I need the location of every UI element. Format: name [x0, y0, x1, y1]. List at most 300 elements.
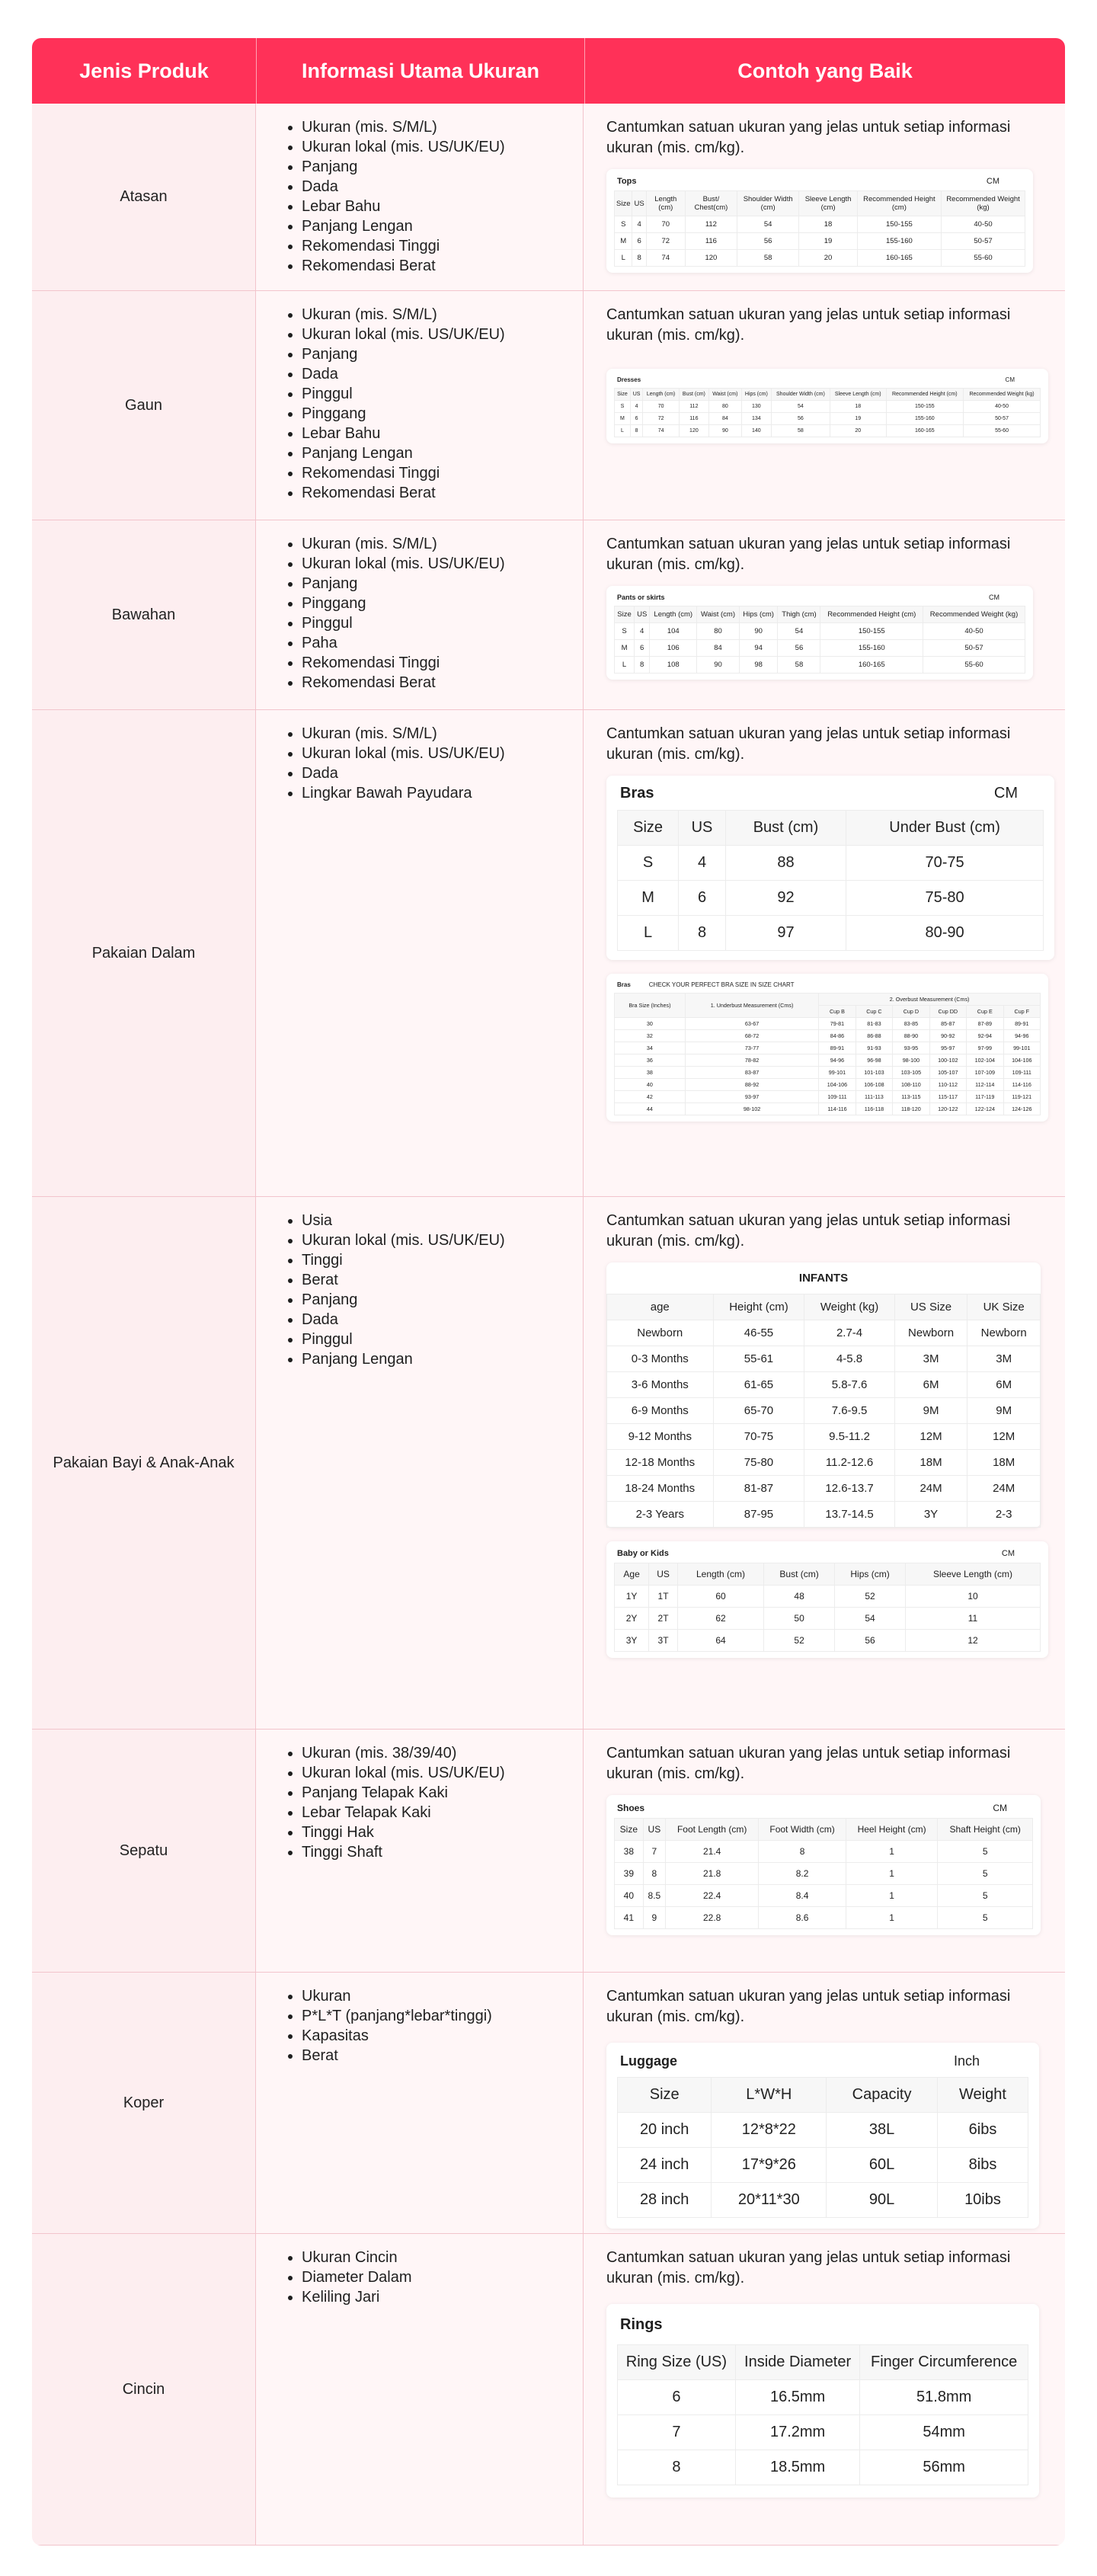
table-cell: 3-6 Months [607, 1372, 714, 1398]
info-item: • Ukuran lokal (mis. US/UK/EU) [302, 1763, 568, 1783]
column-header: Hips (cm) [835, 1563, 906, 1586]
info-item: • P*L*T (panjang*lebar*tinggi) [302, 2006, 568, 2026]
table-cell: 21.4 [666, 1841, 759, 1863]
table-cell: 106-108 [856, 1079, 892, 1091]
table-cell: 90 [708, 425, 741, 437]
table-cell: 110-112 [929, 1079, 966, 1091]
info-item: • Rekomendasi Tinggi [302, 463, 568, 483]
table-cell: 51.8mm [860, 2380, 1028, 2415]
table-cell: 24 inch [618, 2148, 712, 2183]
column-header: Height (cm) [713, 1294, 804, 1320]
table-cell: 160-165 [820, 657, 923, 674]
column-header: Size [615, 606, 635, 623]
table-cell: 12.6-13.7 [804, 1476, 894, 1502]
info-item: • Panjang Lengan [302, 216, 568, 236]
table-cell: 50-57 [964, 413, 1041, 425]
column-header: Sleeve Length (cm) [830, 389, 886, 401]
table-cell: 72 [643, 413, 679, 425]
table-cell: 24M [894, 1476, 967, 1502]
table-cell: 61-65 [713, 1372, 804, 1398]
table-cell: 3M [894, 1346, 967, 1372]
info-item: • Rekomendasi Berat [302, 483, 568, 503]
info-item: • Dada [302, 763, 568, 783]
table-cell: 3T [649, 1630, 678, 1652]
table-cell: 107-109 [967, 1067, 1003, 1079]
table-cell: 6M [967, 1372, 1041, 1398]
info-item: • Rekomendasi Berat [302, 673, 568, 693]
table-row [607, 1398, 1041, 1424]
info-item: • Ukuran Cincin [302, 2248, 568, 2267]
info-item: • Panjang Telapak Kaki [302, 1783, 568, 1803]
table-cell: 6 [679, 881, 726, 916]
column-header: Hips (cm) [739, 606, 778, 623]
table-cell: 74 [643, 425, 679, 437]
cup-header: Cup F [1003, 1006, 1040, 1018]
product-name: Pakaian Bayi & Anak-Anak [32, 1197, 256, 1729]
table-cell: 116 [685, 233, 737, 250]
example-unit: CM [989, 594, 999, 601]
table-cell: 83-87 [685, 1067, 818, 1079]
kids-table [614, 1563, 1041, 1652]
example-title: Bras [620, 785, 654, 802]
table-cell: 48 [764, 1586, 835, 1608]
table-row [607, 1320, 1041, 1346]
table-cell: 79-81 [819, 1018, 856, 1030]
column-header: Ring Size (US) [618, 2345, 736, 2380]
table-cell: 4 [679, 846, 726, 881]
table-cell: 17*9*26 [712, 2148, 827, 2183]
table-row [615, 657, 1025, 674]
info-item: • Panjang [302, 574, 568, 594]
table-cell: 98 [739, 657, 778, 674]
table-cell: 42 [615, 1091, 686, 1103]
column-header: Sleeve Length (cm) [799, 191, 857, 216]
size-table [617, 2077, 1028, 2218]
table-cell: L [618, 916, 679, 951]
table-header-row [618, 811, 1044, 846]
table-cell: 46-55 [713, 1320, 804, 1346]
example-card [606, 169, 1033, 273]
bra-size-chart-card [606, 974, 1048, 1122]
table-cell: 120 [685, 250, 737, 267]
example-unit: CM [1005, 376, 1015, 383]
column-header: Shoulder Width (cm) [737, 191, 799, 216]
table-cell: 54 [835, 1608, 906, 1630]
table-cell: 5 [938, 1907, 1033, 1929]
table-cell: 98-102 [685, 1103, 818, 1115]
cup-header: Cup E [967, 1006, 1003, 1018]
table-row-atasan [32, 104, 1065, 291]
table-cell: 88 [725, 846, 846, 881]
table-cell: L [615, 425, 631, 437]
column-header: US Size [894, 1294, 967, 1320]
table-cell: 115-117 [929, 1091, 966, 1103]
table-header-row [615, 606, 1025, 623]
table-cell: 4 [635, 623, 650, 640]
info-list [271, 2248, 568, 2307]
table-header-row [615, 191, 1025, 216]
table-cell: 120 [679, 425, 708, 437]
info-item: • Ukuran [302, 1986, 568, 2006]
product-name: Sepatu [32, 1730, 256, 1972]
table-cell: 160-165 [886, 425, 963, 437]
table-cell: 94-96 [1003, 1030, 1040, 1042]
table-header-row [607, 1294, 1041, 1320]
table-row-sepatu [32, 1730, 1065, 1973]
table-cell: 60L [827, 2148, 938, 2183]
column-header: Weight [937, 2078, 1028, 2113]
info-item: • Rekomendasi Tinggi [302, 653, 568, 673]
info-item: • Rekomendasi Berat [302, 256, 568, 276]
table-cell: Newborn [894, 1320, 967, 1346]
info-item: • Panjang [302, 344, 568, 364]
size-guide-table [32, 38, 1065, 2546]
table-cell: 83-85 [893, 1018, 929, 1030]
column-header: US [649, 1563, 678, 1586]
info-list [271, 534, 568, 693]
table-cell: 63-67 [685, 1018, 818, 1030]
table-cell: 9M [894, 1398, 967, 1424]
info-item: • Kapasitas [302, 2026, 568, 2046]
column-header: Weight (kg) [804, 1294, 894, 1320]
table-cell: 8 [759, 1841, 846, 1863]
table-cell: 92 [725, 881, 846, 916]
infants-table [606, 1294, 1041, 1528]
table-cell: 81-83 [856, 1018, 892, 1030]
table-cell: 3Y [615, 1630, 649, 1652]
table-cell: 10ibs [937, 2183, 1028, 2218]
table-row [618, 2183, 1028, 2218]
table-cell: 93-97 [685, 1091, 818, 1103]
info-item: • Rekomendasi Tinggi [302, 236, 568, 256]
table-cell: 55-60 [923, 657, 1025, 674]
table-cell: 6 [635, 640, 650, 657]
table-cell: 97-99 [967, 1042, 1003, 1054]
table-cell: 9-12 Months [607, 1424, 714, 1450]
table-cell: 155-160 [857, 233, 941, 250]
table-cell: 54 [778, 623, 820, 640]
column-header: US [635, 606, 650, 623]
table-cell: 6ibs [937, 2113, 1028, 2148]
size-table [614, 388, 1041, 437]
table-row [615, 1885, 1033, 1907]
table-cell: 75-80 [846, 881, 1044, 916]
table-cell: 52 [764, 1630, 835, 1652]
table-cell: 40-50 [942, 216, 1025, 233]
table-cell: 84 [697, 640, 740, 657]
bra-chart-title: Bras [617, 981, 631, 988]
cup-header: Cup D [893, 1006, 929, 1018]
table-cell: 130 [741, 401, 771, 413]
info-item: • Berat [302, 2046, 568, 2066]
table-header-row [618, 2345, 1028, 2380]
table-row-pakaian-dalam [32, 710, 1065, 1197]
table-cell: 22.4 [666, 1885, 759, 1907]
column-header: Waist (cm) [697, 606, 740, 623]
info-item: • Diameter Dalam [302, 2267, 568, 2287]
table-cell: 78-82 [685, 1054, 818, 1067]
table-cell: Newborn [967, 1320, 1041, 1346]
table-cell: 40-50 [964, 401, 1041, 413]
table-cell: 105-107 [929, 1067, 966, 1079]
col-overbust: 2. Overbust Measurement (Cms) [819, 994, 1041, 1006]
table-cell: 2-3 [967, 1502, 1041, 1528]
table-cell: M [615, 233, 632, 250]
table-cell: 12 [906, 1630, 1041, 1652]
table-cell: 8 [643, 1863, 665, 1885]
table-cell: 88-90 [893, 1030, 929, 1042]
table-cell: 58 [737, 250, 799, 267]
table-cell: 70-75 [713, 1424, 804, 1450]
table-row [615, 1091, 1041, 1103]
column-header: Recommended Weight (kg) [964, 389, 1041, 401]
table-cell: 28 inch [618, 2183, 712, 2218]
table-cell: 122-124 [967, 1103, 1003, 1115]
column-header: Size [615, 1819, 644, 1841]
table-cell: 98-100 [893, 1054, 929, 1067]
table-cell: 64 [677, 1630, 763, 1652]
table-cell: 50-57 [942, 233, 1025, 250]
table-row [618, 846, 1044, 881]
table-cell: 81-87 [713, 1476, 804, 1502]
table-row [618, 2415, 1028, 2450]
table-row-bawahan [32, 520, 1065, 710]
table-cell: 134 [741, 413, 771, 425]
table-cell: 102-104 [967, 1054, 1003, 1067]
info-item: • Ukuran lokal (mis. US/UK/EU) [302, 744, 568, 763]
table-row [615, 1608, 1041, 1630]
table-cell: S [615, 623, 635, 640]
table-cell: 30 [615, 1018, 686, 1030]
cup-header: Cup DD [929, 1006, 966, 1018]
table-cell: 9 [643, 1907, 665, 1929]
example-card [606, 2043, 1039, 2229]
table-cell: 100-102 [929, 1054, 966, 1067]
info-item: • Ukuran lokal (mis. US/UK/EU) [302, 554, 568, 574]
table-cell: 8 [635, 657, 650, 674]
table-row [607, 1372, 1041, 1398]
table-cell: 104 [650, 623, 697, 640]
table-cell: 124-126 [1003, 1103, 1040, 1115]
size-table [614, 190, 1025, 267]
table-cell: 84-86 [819, 1030, 856, 1042]
info-item: • Dada [302, 1310, 568, 1330]
table-header-row [615, 1563, 1041, 1586]
table-cell: 56 [737, 233, 799, 250]
bras-card [606, 776, 1054, 960]
table-cell: 80-90 [846, 916, 1044, 951]
info-list [271, 1743, 568, 1862]
table-row-koper [32, 1973, 1065, 2234]
table-cell: 34 [615, 1042, 686, 1054]
info-item: • Ukuran (mis. S/M/L) [302, 117, 568, 137]
table-cell: 155-160 [886, 413, 963, 425]
table-cell: 12-18 Months [607, 1450, 714, 1476]
table-cell: 40-50 [923, 623, 1025, 640]
column-header: Waist (cm) [708, 389, 741, 401]
table-cell: 113-115 [893, 1091, 929, 1103]
example-card [606, 586, 1033, 680]
table-cell: 74 [646, 250, 685, 267]
info-list [271, 1211, 568, 1369]
table-cell: 18M [967, 1450, 1041, 1476]
example-unit: CM [986, 177, 999, 186]
table-cell: 3Y [894, 1502, 967, 1528]
column-header: Sleeve Length (cm) [906, 1563, 1041, 1586]
table-cell: 16.5mm [735, 2380, 859, 2415]
info-item: • Tinggi [302, 1250, 568, 1270]
table-cell: 8ibs [937, 2148, 1028, 2183]
table-cell: 85-87 [929, 1018, 966, 1030]
table-cell: 103-105 [893, 1067, 929, 1079]
table-cell: 19 [799, 233, 857, 250]
table-row [615, 1841, 1033, 1863]
table-cell: 1 [846, 1863, 937, 1885]
table-cell: 54 [771, 401, 830, 413]
column-header: Capacity [827, 2078, 938, 2113]
table-row [607, 1346, 1041, 1372]
table-row [615, 1586, 1041, 1608]
example-title: Baby or Kids [617, 1549, 669, 1558]
table-row [615, 1054, 1041, 1067]
table-cell: 8.6 [759, 1907, 846, 1929]
table-cell: 12*8*22 [712, 2113, 827, 2148]
info-item: • Paha [302, 633, 568, 653]
table-cell: 97 [725, 916, 846, 951]
table-row [615, 425, 1041, 437]
table-cell: 58 [778, 657, 820, 674]
info-item: • Lingkar Bawah Payudara [302, 783, 568, 803]
table-cell: 8.2 [759, 1863, 846, 1885]
table-cell: 1 [846, 1885, 937, 1907]
table-cell: 8 [679, 916, 726, 951]
table-cell: 114-116 [1003, 1079, 1040, 1091]
table-row [615, 1907, 1033, 1929]
example-title: Rings [620, 2316, 663, 2333]
table-cell: 10 [906, 1586, 1041, 1608]
info-item: • Dada [302, 177, 568, 197]
cup-header: Cup B [819, 1006, 856, 1018]
table-cell: S [615, 401, 631, 413]
table-cell: 18M [894, 1450, 967, 1476]
intro-text: Cantumkan satuan ukuran yang jelas untuk setiap informasi ukuran (mis. cm/kg). [606, 2249, 1011, 2286]
table-cell: 9.5-11.2 [804, 1424, 894, 1450]
product-name: Bawahan [32, 520, 256, 709]
intro-text: Cantumkan satuan ukuran yang jelas untuk setiap informasi ukuran (mis. cm/kg). [606, 1212, 1011, 1250]
column-header: Age [615, 1563, 649, 1586]
table-cell: 119-121 [1003, 1091, 1040, 1103]
table-cell: 7.6-9.5 [804, 1398, 894, 1424]
table-cell: 99-101 [819, 1067, 856, 1079]
table-row [615, 1863, 1033, 1885]
size-table [617, 810, 1044, 951]
table-cell: 52 [835, 1586, 906, 1608]
table-cell: 2T [649, 1608, 678, 1630]
table-cell: 89-91 [1003, 1018, 1040, 1030]
product-name: Pakaian Dalam [32, 710, 256, 1196]
table-cell: 104-106 [1003, 1054, 1040, 1067]
info-item: • Ukuran (mis. 38/39/40) [302, 1743, 568, 1763]
table-cell: 112 [679, 401, 708, 413]
table-cell: 6M [894, 1372, 967, 1398]
table-cell: 3M [967, 1346, 1041, 1372]
table-cell: 155-160 [820, 640, 923, 657]
size-table [614, 606, 1025, 674]
bra-size-chart [614, 993, 1041, 1115]
column-header: Size [615, 191, 632, 216]
column-header: Size [618, 811, 679, 846]
table-cell: 11.2-12.6 [804, 1450, 894, 1476]
column-header: Size [618, 2078, 712, 2113]
table-cell: 90 [697, 657, 740, 674]
header-product-type: Jenis Produk [32, 38, 257, 104]
table-cell: 39 [615, 1863, 644, 1885]
table-cell: 4-5.8 [804, 1346, 894, 1372]
table-cell: 20 inch [618, 2113, 712, 2148]
table-row [615, 1030, 1041, 1042]
column-header: Under Bust (cm) [846, 811, 1044, 846]
table-cell: 40 [615, 1079, 686, 1091]
table-cell: 108 [650, 657, 697, 674]
intro-text: Cantumkan satuan ukuran yang jelas untuk setiap informasi ukuran (mis. cm/kg). [606, 306, 1011, 344]
size-table [614, 1818, 1033, 1929]
table-cell: 65-70 [713, 1398, 804, 1424]
info-item: • Panjang Lengan [302, 1349, 568, 1369]
table-cell: 150-155 [820, 623, 923, 640]
intro-text: Cantumkan satuan ukuran yang jelas untuk setiap informasi ukuran (mis. cm/kg). [606, 1988, 1011, 2025]
table-row-cincin [32, 2234, 1065, 2546]
table-row [615, 233, 1025, 250]
info-item: • Ukuran (mis. S/M/L) [302, 534, 568, 554]
table-cell: 56mm [860, 2450, 1028, 2485]
table-row [618, 2113, 1028, 2148]
table-cell: 75-80 [713, 1450, 804, 1476]
table-cell: 2.7-4 [804, 1320, 894, 1346]
table-cell: 112-114 [967, 1079, 1003, 1091]
table-cell: 94 [739, 640, 778, 657]
column-header: Bust (cm) [679, 389, 708, 401]
table-header-row [618, 2078, 1028, 2113]
column-header: Shoulder Width (cm) [771, 389, 830, 401]
table-cell: 56 [771, 413, 830, 425]
table-cell: 150-155 [857, 216, 941, 233]
table-row [615, 1630, 1041, 1652]
table-row [615, 413, 1041, 425]
table-cell: 80 [697, 623, 740, 640]
table-cell: 56 [778, 640, 820, 657]
table-cell: 24M [967, 1476, 1041, 1502]
table-cell: 101-103 [856, 1067, 892, 1079]
column-header: Bust (cm) [764, 1563, 835, 1586]
table-row [615, 1103, 1041, 1115]
example-title: Tops [617, 177, 637, 186]
table-cell: 36 [615, 1054, 686, 1067]
table-row [607, 1450, 1041, 1476]
info-item: • Lebar Bahu [302, 424, 568, 443]
table-cell: 1 [846, 1841, 937, 1863]
table-cell: 18-24 Months [607, 1476, 714, 1502]
table-cell: 20 [799, 250, 857, 267]
table-cell: 92-94 [967, 1030, 1003, 1042]
table-cell: 1T [649, 1586, 678, 1608]
column-header: UK Size [967, 1294, 1041, 1320]
table-cell: L [615, 657, 635, 674]
table-row [618, 2380, 1028, 2415]
table-row [618, 2450, 1028, 2485]
column-header: Foot Width (cm) [759, 1819, 846, 1841]
info-item: • Pinggang [302, 594, 568, 613]
table-cell: 5 [938, 1863, 1033, 1885]
